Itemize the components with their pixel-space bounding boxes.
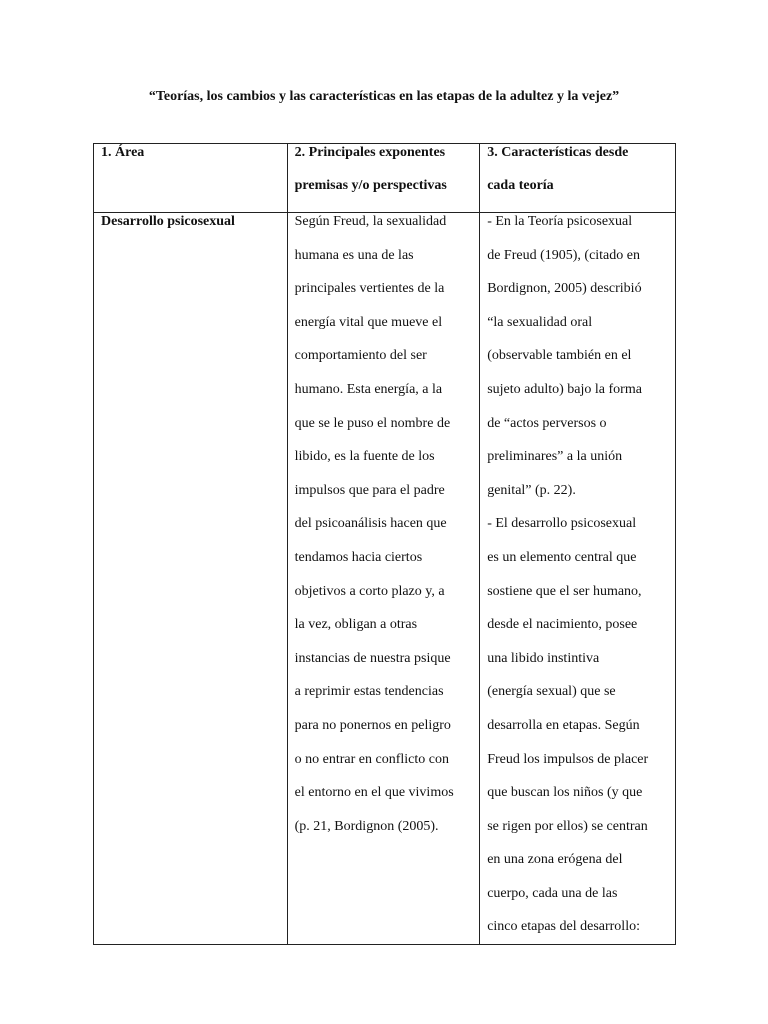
cell-text-line: que buscan los niños (y que — [487, 785, 643, 801]
cell-text-line: objetivos a corto plazo y, a — [294, 583, 445, 599]
cell-text-line: preliminares” a la unión — [487, 449, 623, 465]
cell-text-line: libido, es la fuente de los — [294, 449, 435, 465]
cell-text-line: Bordignon, 2005) describió — [487, 281, 642, 297]
cell-text-line: principales vertientes de la — [294, 281, 445, 297]
cell-text-line: instancias de nuestra psique — [294, 650, 451, 666]
cell-text-line: energía vital que mueve el — [294, 314, 443, 330]
header-line: 2. Principales exponentes — [294, 145, 446, 160]
area-label: Desarrollo psicosexual — [101, 214, 235, 229]
cell-text-line: sujeto adulto) bajo la forma — [487, 381, 642, 397]
header-exponentes-text — [295, 144, 474, 203]
header-line: 1. Área — [101, 145, 145, 160]
exponentes-cell — [287, 213, 480, 945]
caracteristicas-cell — [480, 213, 676, 945]
cell-text-line: desarrolla en etapas. Según — [487, 717, 640, 733]
header-area-text — [101, 144, 281, 170]
cell-text-line: de Freud (1905), (citado en — [487, 247, 640, 263]
cell-text-line: desde el nacimiento, posee — [487, 617, 638, 633]
cell-text-line: cinco etapas del desarrollo: — [487, 919, 640, 935]
cell-text-line: “la sexualidad oral — [487, 314, 593, 330]
document-title: “Teorías, los cambios y las características en las etapas de la adultez y la vejez” — [148, 89, 620, 104]
cell-text-line: una libido instintiva — [487, 650, 600, 666]
cell-text-line: - El desarrollo psicosexual — [487, 516, 637, 532]
cell-text-line: tendamos hacia ciertos — [294, 549, 423, 565]
cell-text-line: la vez, obligan a otras — [294, 617, 418, 633]
cell-text-line: en una zona erógena del — [487, 852, 623, 868]
area-cell — [94, 213, 288, 945]
cell-text-line: de “actos perversos o — [487, 415, 607, 431]
cell-text-line: (energía sexual) que se — [487, 684, 616, 700]
cell-text-line: - En la Teoría psicosexual — [487, 214, 633, 229]
cell-text-line: impulsos que para el padre — [294, 482, 445, 498]
theories-table — [93, 143, 676, 945]
cell-text-line: o no entrar en conflicto con — [294, 751, 449, 767]
cell-text-line: genital” (p. 22). — [487, 482, 576, 498]
cell-text-line: es un elemento central que — [487, 549, 637, 565]
cell-text-line: del psicoanálisis hacen que — [294, 516, 447, 532]
header-caracteristicas-text — [487, 144, 669, 203]
cell-text-line: se rigen por ellos) se centran — [487, 818, 648, 834]
header-cell-caracteristicas — [480, 144, 676, 213]
cell-text-line: humana es una de las — [294, 247, 414, 263]
cell-text-line: humano. Esta energía, a la — [294, 381, 443, 397]
cell-text-line: el entorno en el que vivimos — [294, 785, 454, 801]
table-header-row — [94, 144, 676, 213]
header-cell-exponentes — [287, 144, 480, 213]
cell-text-line: (observable también en el — [487, 348, 632, 364]
cell-text-line: Freud los impulsos de placer — [487, 751, 649, 767]
table-row — [94, 213, 676, 945]
header-line: cada teoría — [487, 178, 554, 193]
cell-text-line: (p. 21, Bordignon (2005). — [294, 818, 439, 834]
cell-text-line: Según Freud, la sexualidad — [294, 214, 447, 229]
cell-text-line: que se le puso el nombre de — [294, 415, 451, 431]
cell-text-line: cuerpo, cada una de las — [487, 885, 618, 901]
header-line: premisas y/o perspectivas — [294, 178, 447, 193]
header-line: 3. Características desde — [487, 145, 629, 160]
cell-text-line: sostiene que el ser humano, — [487, 583, 642, 599]
header-cell-area — [94, 144, 288, 213]
cell-text-line: a reprimir estas tendencias — [294, 684, 444, 700]
cell-text-line: comportamiento del ser — [294, 348, 427, 364]
cell-text-line: para no ponernos en peligro — [294, 717, 451, 733]
